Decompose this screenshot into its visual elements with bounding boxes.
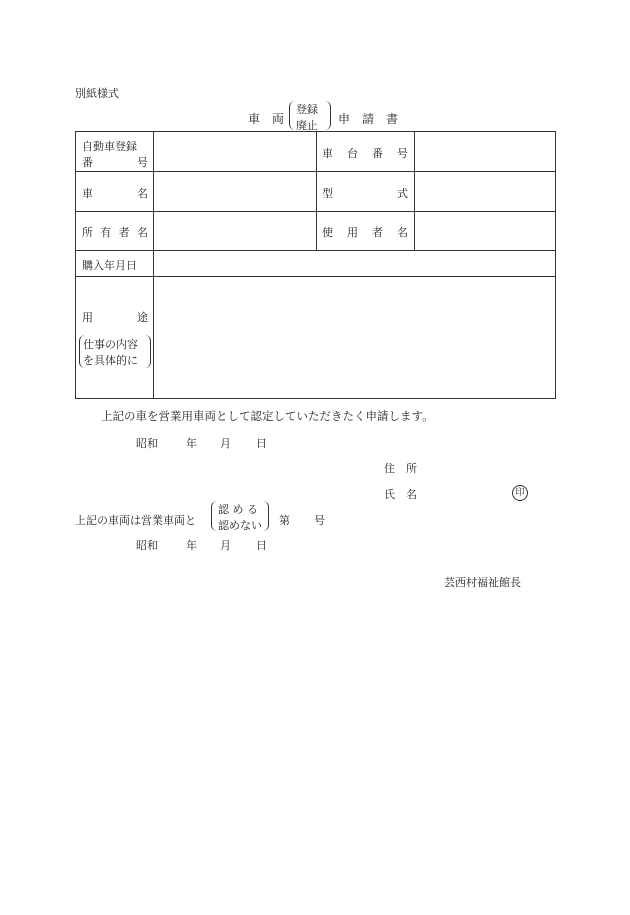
form-label: 別紙様式: [75, 87, 119, 100]
date1-era: 昭和: [136, 437, 158, 450]
label-vehicle-name: [82, 185, 148, 201]
title-option-register: 登録: [296, 103, 318, 116]
label-char: 号: [397, 147, 408, 160]
purchase-date-field[interactable]: [156, 253, 552, 274]
label-char: 車: [82, 187, 93, 200]
registration-number-field[interactable]: [156, 134, 312, 170]
application-table: [75, 131, 556, 399]
date1-year: 年: [186, 437, 197, 450]
label-char: 名: [136, 226, 148, 239]
label-char: 番: [372, 147, 383, 160]
label-user-name: [322, 224, 408, 240]
label-char: 用: [347, 226, 358, 239]
label-char: 用: [82, 311, 93, 324]
label-char: 式: [397, 187, 408, 200]
date2-era: 昭和: [136, 539, 158, 552]
label-chassis-number: [322, 145, 408, 161]
name-label: 氏 名: [384, 488, 417, 501]
label-char: 者: [118, 226, 130, 239]
vehicle-name-field[interactable]: [156, 174, 312, 210]
date2-year: 年: [186, 539, 197, 552]
decision-prefix: 上記の車両は営業車両と: [75, 514, 196, 527]
user-name-field[interactable]: [418, 214, 552, 248]
decision-number-suffix: 号: [314, 514, 325, 527]
chassis-number-field[interactable]: [418, 134, 552, 170]
purpose-note-line2: を具体的に: [83, 354, 138, 367]
label-char: 車: [322, 147, 333, 160]
label-registration-number: [82, 138, 148, 170]
label-char: 台: [347, 147, 358, 160]
row-divider: [76, 276, 555, 277]
date1-day: 日: [256, 437, 267, 450]
address-label: 住 所: [384, 462, 417, 475]
date2-day: 日: [256, 539, 267, 552]
decision-reject: 認めない: [218, 519, 262, 532]
model-field[interactable]: [418, 174, 552, 210]
label-char: 名: [397, 226, 408, 239]
purpose-note-line1: 仕事の内容: [83, 338, 138, 351]
col-divider: [414, 132, 415, 250]
label-registration-number-line1: 自動車登録: [82, 140, 137, 153]
label-char: 有: [100, 226, 112, 239]
issuer: 芸西村福祉館長: [444, 576, 521, 589]
label-char: 型: [322, 187, 333, 200]
label-char: 番: [82, 156, 93, 169]
label-model: [322, 185, 408, 201]
label-registration-number-line2: [82, 154, 148, 170]
date1-month: 月: [220, 437, 231, 450]
seal-mark: 印: [512, 485, 528, 501]
label-char: 所: [82, 226, 93, 239]
purpose-field[interactable]: [156, 279, 552, 396]
date2-month: 月: [220, 539, 231, 552]
label-char: 途: [137, 311, 148, 324]
title-option-abolish: 廃止: [296, 119, 318, 132]
owner-name-field[interactable]: [156, 214, 312, 248]
label-owner-name: [82, 224, 148, 240]
row-divider: [76, 250, 555, 251]
col-divider: [153, 132, 154, 399]
request-sentence: 上記の車を営業用車両として認定していただきたく申請します。: [101, 409, 434, 423]
title-left: 車 両: [248, 112, 285, 126]
col-divider: [316, 132, 317, 250]
label-char: 者: [372, 226, 383, 239]
label-purchase-date: 購入年月日: [82, 259, 137, 272]
label-char: 名: [137, 187, 148, 200]
label-purpose: [82, 309, 148, 325]
label-char: 号: [137, 156, 148, 169]
decision-number-prefix: 第: [279, 514, 290, 527]
decision-approve: 認 め る: [218, 503, 258, 516]
label-char: 使: [322, 226, 333, 239]
title-right: 申 請 書: [338, 112, 399, 126]
